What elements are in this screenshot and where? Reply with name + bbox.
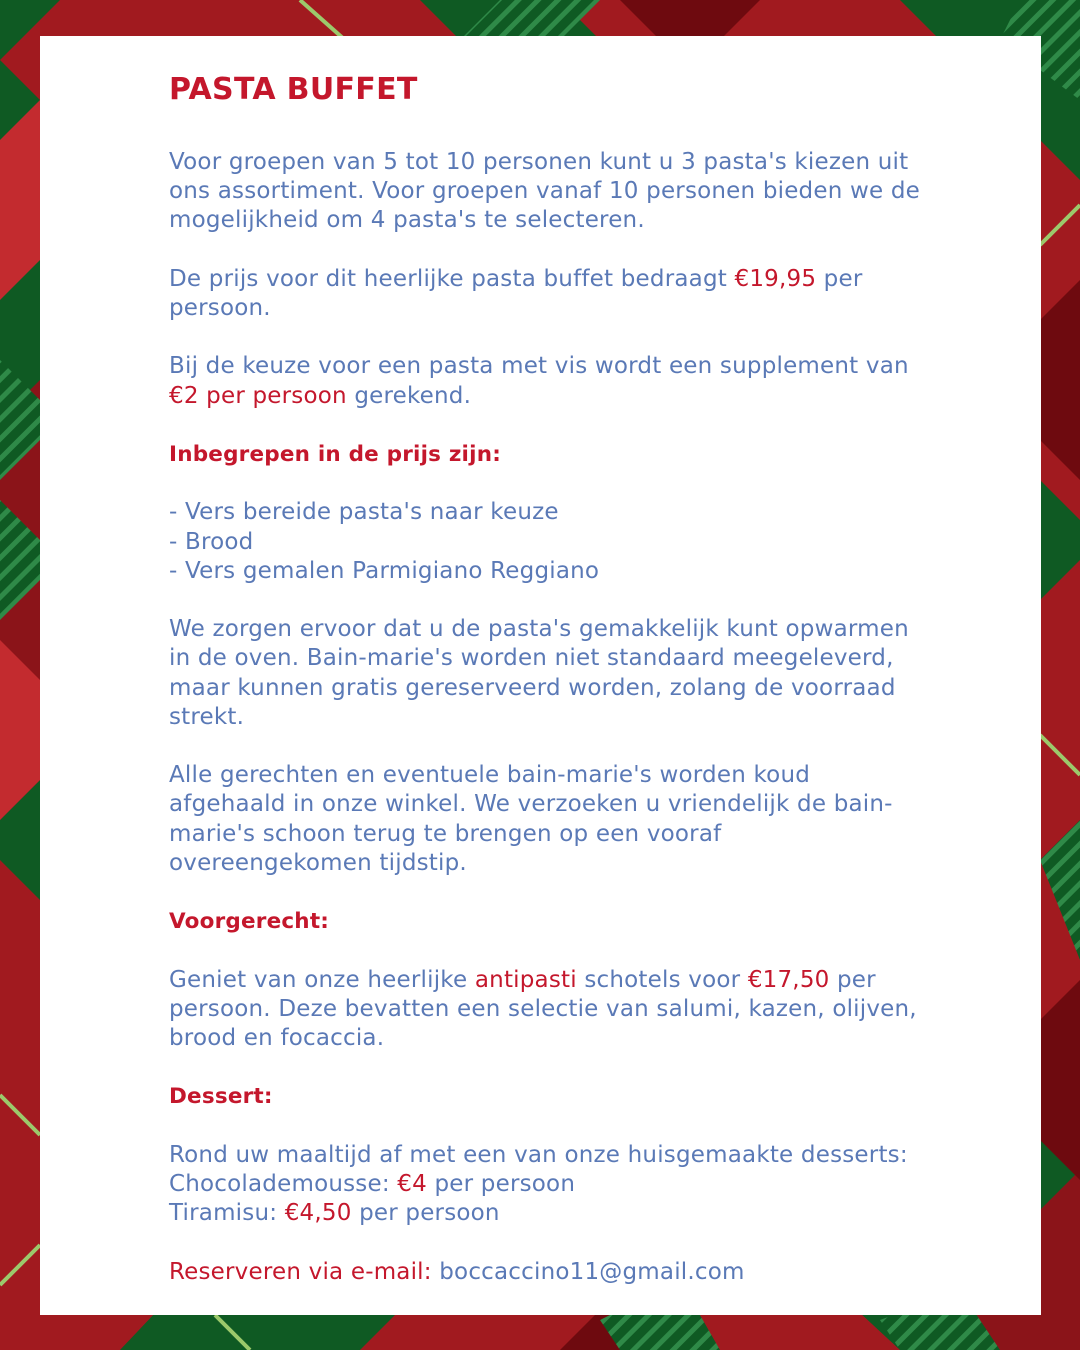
starter-middle: schotels voor (576, 966, 748, 993)
dessert-price: €4 (397, 1170, 427, 1197)
supplement-amount: €2 per persoon (169, 382, 347, 409)
supplement-suffix: gerekend. (346, 382, 472, 409)
dessert-item (169, 1199, 929, 1228)
dessert-suffix: per persoon (426, 1170, 576, 1197)
price-paragraph (169, 265, 929, 323)
menu-content (169, 72, 929, 1316)
included-heading: Inbegrepen in de prijs zijn: (169, 441, 502, 467)
price-amount: €19,95 (734, 265, 817, 292)
contact-line (169, 1258, 929, 1287)
dessert-heading: Dessert: (169, 1084, 273, 1110)
contact-label: Reserveren via e-mail: (169, 1258, 432, 1285)
list-item: - Vers gemalen Parmigiano Reggiano (169, 557, 600, 584)
page-title: PASTA BUFFET (169, 72, 418, 107)
starter-amount: €17,50 (747, 966, 830, 993)
dessert-name: Tiramisu: (169, 1200, 285, 1227)
starter-highlight: antipasti (474, 966, 577, 993)
list-item: - Brood (169, 528, 254, 555)
price-text: De prijs voor dit heerlijke pasta buffet bedraagt (169, 265, 735, 292)
starter-suffix: per persoon. Deze bevatten een selectie van salumi, kazen, olijven, brood en focaccia. (169, 966, 917, 1051)
dessert-price: €4,50 (284, 1200, 352, 1227)
pickup-note: Alle gerechten en eventuele bain-marie's worden koud afgehaald in onze winkel. We verzoeken u vriendelijk de bain-marie's schoon terug te brengen op een vooraf overeengekomen tijdstip. (169, 762, 893, 876)
contact-email[interactable]: boccaccino11@gmail.com (431, 1258, 745, 1285)
dessert-name: Chocolademousse: (169, 1170, 398, 1197)
included-list (169, 498, 929, 586)
oven-note: We zorgen ervoor dat u de pasta's gemakkelijk kunt opwarmen in de oven. Bain-marie's worden niet standaard meegeleverd, maar kunnen gratis gereserveerd worden, zolang de voorraad strekt. (169, 616, 909, 730)
menu-card (40, 36, 1041, 1315)
supplement-paragraph (169, 352, 929, 410)
dessert-paragraph (169, 1141, 929, 1229)
starter-heading: Voorgerecht: (169, 909, 330, 935)
starter-paragraph (169, 966, 929, 1054)
starter-text: Geniet van onze heerlijke (169, 966, 475, 993)
supplement-text: Bij de keuze voor een pasta met vis wordt een supplement van (169, 353, 909, 380)
intro-paragraph: Voor groepen van 5 tot 10 personen kunt u 3 pasta's kiezen uit ons assortiment. Voor groepen vanaf 10 personen bieden we de mogelijkheid om 4 pasta's te selecteren. (169, 149, 921, 234)
dessert-item (169, 1170, 929, 1199)
price-suffix: per persoon. (169, 265, 863, 321)
dessert-intro: Rond uw maaltijd af met een van onze huisgemaakte desserts: (169, 1141, 908, 1168)
list-item: - Vers bereide pasta's naar keuze (169, 499, 559, 526)
dessert-suffix: per persoon (351, 1200, 500, 1227)
